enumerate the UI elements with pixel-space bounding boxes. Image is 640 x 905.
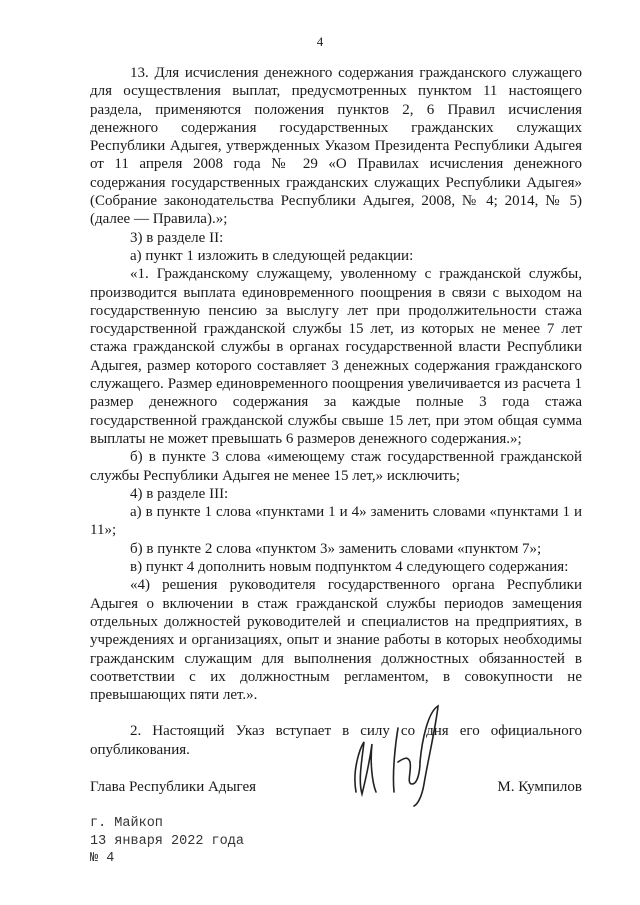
page-number: 4 xyxy=(316,34,324,49)
signer-title: Глава Республики Адыгея xyxy=(90,779,257,795)
paragraph-section-3: 4) в разделе III: xyxy=(130,485,229,502)
document-body xyxy=(90,64,582,759)
paragraph-new-item-1: «1. Гражданскому служащему, уволенному с гражданской службы, производится выплата единовременного поощрения в связи с выходом на государственную пенсию за выслугу лет при продолжительности стажа государственной гражданской службы 15 лет, из которых не менее 7 лет стажа гражданской службы в органах государственной власти Республики Адыгея, размер которого составляет 3 денежных содержания гражданского служащего. Размер единовременного поощрения увеличивается из расчета 1 размер денежного содержания за каждые полные 3 года стажа государственной гражданской службы свыше 15 лет, при этом общая сумма выплаты не может превышать 6 размеров денежного содержания.»; xyxy=(90,266,582,447)
paragraph-item-a: а) пункт 1 изложить в следующей редакции: xyxy=(130,247,414,264)
paragraph-section-3-c: в) пункт 4 дополнить новым подпунктом 4 следующего содержания: xyxy=(130,559,569,576)
paragraph-new-subitem-4: «4) решения руководителя государственного органа Республики Адыгея о включении в стаж гражданской службы периодов замещения отдельных должностей руководителей и специалистов на предприятиях, в учреждениях и организациях, опыт и знание работы в которых необходимы гражданским служащим для выполнения должностных обязанностей в соответствии с их должностным регламентом, в совокупности не превышающих пяти лет.». xyxy=(90,577,582,704)
footer-number: № 4 xyxy=(90,851,115,866)
handwritten-signature xyxy=(342,700,452,810)
paragraph-section-2: 3) в разделе II: xyxy=(130,229,224,246)
paragraph-section-3-b: б) в пункте 2 слова «пунктом 3» заменить словами «пунктом 7»; xyxy=(130,540,542,557)
paragraph-13: 13. Для исчисления денежного содержания гражданского служащего для осуществления выплат, предусмотренных пунктом 11 настоящего раздела, применяются положения пунктов 2, 6 Правил исчисления денежного содержания государственных гражданских служащих Республики Адыгея, утвержденных Указом Президента Республики Адыгея от 11 апреля 2008 года № 29 «О Правилах исчисления денежного содержания государственных гражданских служащих Республики Адыгея» (Собрание законодательства Республики Адыгея, 2008, № 4; 2014, № 5) (далее — Правила).»; xyxy=(90,65,582,228)
footer-date: 13 января 2022 года xyxy=(90,833,244,849)
document-footer xyxy=(90,815,244,868)
footer-city: г. Майкоп xyxy=(90,816,163,831)
paragraph-section-3-a: а) в пункте 1 слова «пунктами 1 и 4» заменить словами «пунктами 1 и 11»; xyxy=(90,504,582,539)
paragraph-item-b: б) в пункте 3 слова «имеющему стаж государственной гражданской службы Республики Адыгея не менее 15 лет,» исключить; xyxy=(90,449,582,484)
signer-name: М. Кумпилов xyxy=(497,779,582,795)
paragraph-effective-date: 2. Настоящий Указ вступает в силу со дня его официального опубликования. xyxy=(90,723,582,758)
